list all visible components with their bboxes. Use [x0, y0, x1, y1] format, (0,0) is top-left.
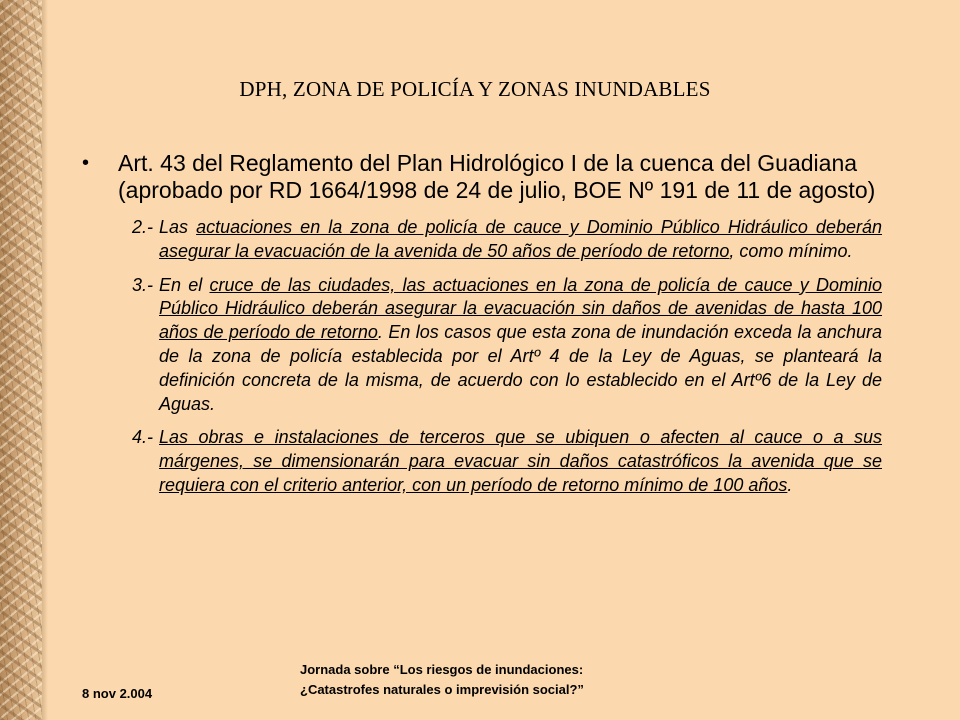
footer-event-line: ¿Catastrofes naturales o imprevisión social?”	[300, 682, 584, 697]
clause-number: 3.-	[132, 274, 154, 295]
slide-title: DPH, ZONA DE POLICÍA Y ZONAS INUNDABLES	[239, 77, 711, 101]
clause-text-underlined: actuaciones en la zona de policía de cauce y Dominio Público Hidráulico deberán asegurar la evacuación de la avenida de 50 años de período de retorno	[159, 217, 882, 261]
footer-date: 8 nov 2.004	[82, 686, 153, 701]
bullet-item	[82, 150, 882, 203]
clause-text-pre: Las	[159, 217, 197, 237]
bullet-icon: •	[82, 152, 90, 174]
clause-2	[132, 216, 882, 264]
clause-4	[132, 426, 882, 497]
bullet-text: Art. 43 del Reglamento del Plan Hidrológico I de la cuenca del Guadiana (aprobado por RD 1664/1998 de 24 de julio, BOE Nº 191 de 11 de agosto)	[118, 150, 876, 203]
clause-number: 2.-	[132, 217, 154, 237]
clause-3	[132, 274, 882, 417]
clause-text-post: , como mínimo.	[729, 240, 853, 261]
footer-event	[300, 660, 584, 700]
slide-body	[82, 150, 882, 508]
clause-text-pre: En el	[159, 274, 210, 295]
clause-text-underlined: Las obras e instalaciones de terceros que se ubiquen o afecten al cauce o a sus márgenes, se dimensionarán para evacuar sin daños catastróficos la avenida que se requiera con el criterio anterior, con un período de retorno mínimo de 100 años	[159, 427, 882, 495]
footer-event-line: Jornada sobre “Los riesgos de inundaciones:	[300, 662, 584, 677]
clause-text-post: .	[787, 474, 793, 495]
clause-number: 4.-	[132, 427, 154, 448]
clause-text-underlined: cruce de las ciudades, las actuaciones en la zona de policía de cauce y Dominio Público Hidráulico deberán asegurar la evacuación sin daños de avenidas de hasta 100 años de período de retorno	[159, 274, 882, 343]
clause-list	[82, 216, 882, 498]
clause-text-post: . En los casos que esta zona de inundación exceda la anchura de la zona de policía establecida por el Artº 4 de la Ley de Aguas, se planteará la definición concreta de la misma, de acuerdo con lo establecido en el Artº6 de la Ley de Aguas.	[159, 322, 882, 414]
crumpled-paper-border	[0, 0, 42, 720]
